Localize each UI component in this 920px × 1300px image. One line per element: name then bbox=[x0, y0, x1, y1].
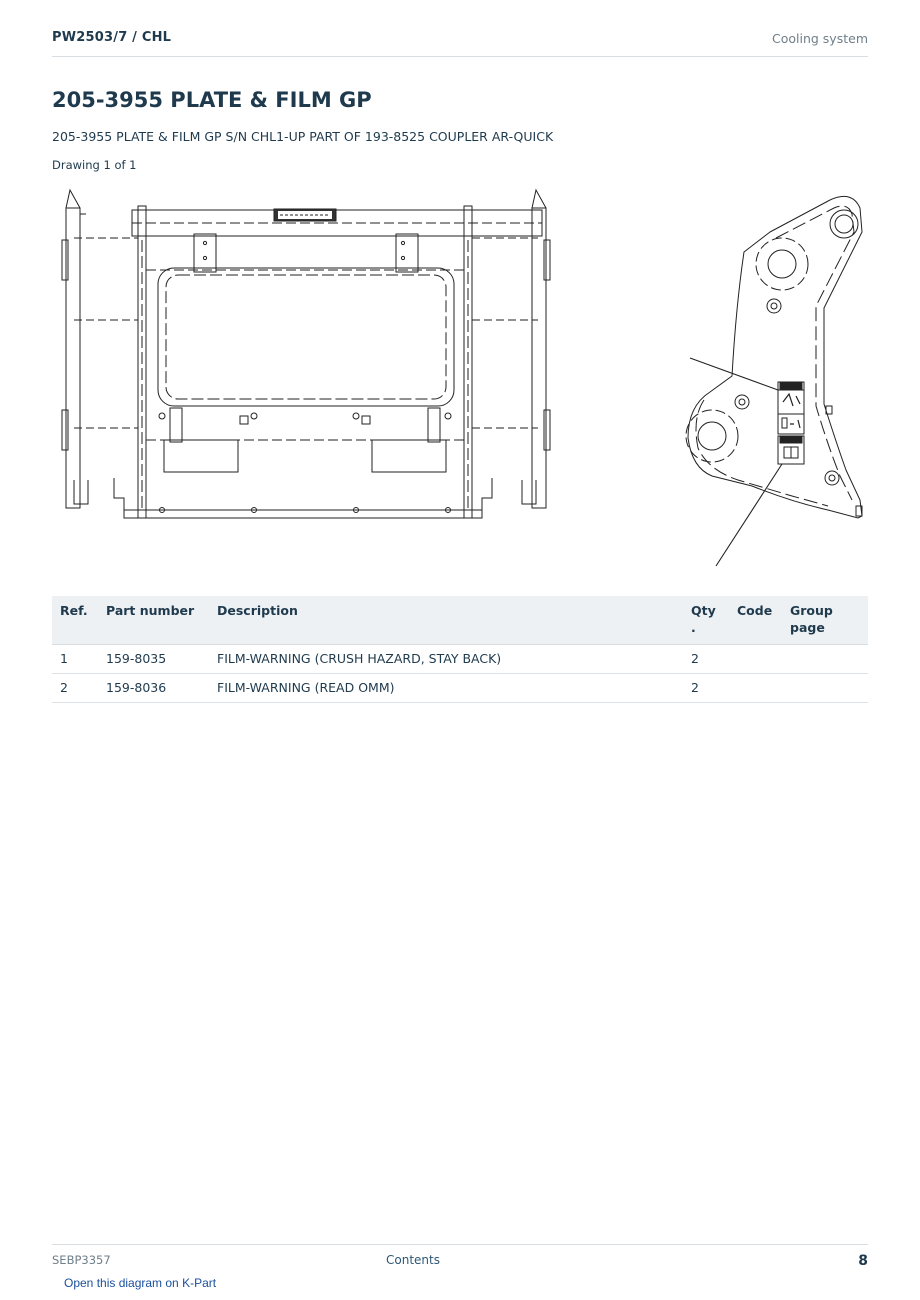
cell-ref: 1 bbox=[52, 645, 98, 674]
cell-part-number: 159-8036 bbox=[98, 674, 209, 703]
table-row bbox=[52, 645, 868, 674]
page-number: 8 bbox=[858, 1253, 868, 1269]
parts-diagram bbox=[52, 180, 868, 572]
section-name: Cooling system bbox=[772, 31, 868, 46]
column-header-ref: Ref. bbox=[52, 596, 98, 645]
cell-ref: 2 bbox=[52, 674, 98, 703]
column-header-qty: Qty . bbox=[683, 596, 729, 645]
cell-qty: 2 bbox=[683, 674, 729, 703]
cell-group-page bbox=[782, 674, 868, 703]
table-row bbox=[52, 674, 868, 703]
side-view-drawing bbox=[686, 196, 862, 566]
cell-description: FILM-WARNING (CRUSH HAZARD, STAY BACK) bbox=[209, 645, 683, 674]
page-header bbox=[52, 28, 868, 57]
cell-qty: 2 bbox=[683, 645, 729, 674]
page-subtitle: 205-3955 PLATE & FILM GP S/N CHL1-UP PART OF 193-8525 COUPLER AR-QUICK bbox=[52, 129, 554, 144]
front-view-drawing bbox=[62, 190, 550, 518]
cell-code bbox=[729, 645, 782, 674]
column-header-code: Code bbox=[729, 596, 782, 645]
cell-part-number: 159-8035 bbox=[98, 645, 209, 674]
cell-group-page bbox=[782, 645, 868, 674]
open-in-kpart-link[interactable]: Open this diagram on K-Part bbox=[64, 1276, 217, 1290]
table-header-row bbox=[52, 596, 868, 645]
page-title: 205-3955 PLATE & FILM GP bbox=[52, 88, 372, 112]
drawing-count: Drawing 1 of 1 bbox=[52, 158, 137, 172]
cell-description: FILM-WARNING (READ OMM) bbox=[209, 674, 683, 703]
parts-table bbox=[52, 596, 868, 703]
document-id: PW2503/7 / CHL bbox=[52, 30, 172, 45]
column-header-description: Description bbox=[209, 596, 683, 645]
column-header-group-page: Group page bbox=[782, 596, 868, 645]
contents-link[interactable]: Contents bbox=[386, 1253, 440, 1267]
cell-code bbox=[729, 674, 782, 703]
publication-number: SEBP3357 bbox=[52, 1253, 111, 1267]
column-header-part-number: Part number bbox=[98, 596, 209, 645]
